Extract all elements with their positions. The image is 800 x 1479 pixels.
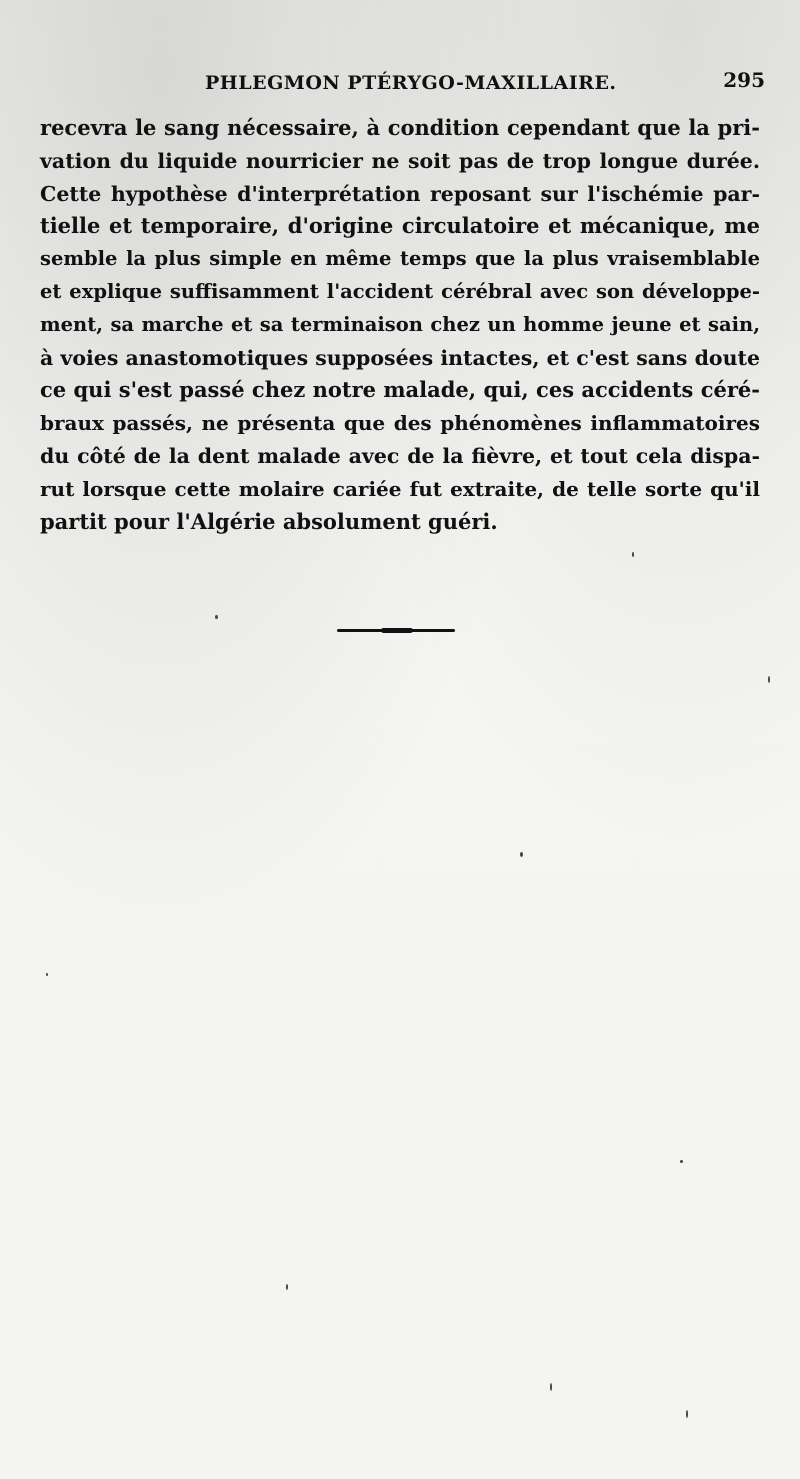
text-line: ment, sa marche et sa terminaison chez un homme jeune et sain, [40,312,760,336]
text-line: vation du liquide nourricier ne soit pas de trop longue durée. [40,148,760,173]
running-head [40,68,765,98]
text-line: à voies anastomotiques supposées intactes, et c'est sans doute [40,345,761,370]
text-line: recevra le sang nécessaire, à condition cependant que la pri- [40,115,760,140]
paper-speck [686,1410,688,1418]
paper-speck [286,1284,288,1290]
text-line: Cette hypothèse d'interprétation reposant sur l'ischémie par- [40,181,760,206]
text-line: et explique suffisamment l'accident cérébral avec son développe- [40,279,760,303]
text-line-last: partit pour l'Algérie absolument guéri. [40,508,498,534]
paper-speck [215,615,218,619]
text-line: du côté de la dent malade avec de la fièvre, et tout cela dispa- [40,443,760,468]
paper-speck [680,1160,683,1163]
text-line: semble la plus simple en même temps que la plus vraisemblable [40,247,760,271]
paper-speck [520,852,523,857]
text-line: rut lorsque cette molaire cariée fut extraite, de telle sorte qu'il [40,476,760,501]
paper-speck [768,676,770,683]
end-rule-ornament [337,629,455,632]
paper-speck [550,1383,552,1391]
page-number: 295 [723,68,765,92]
running-title: PHLEGMON PTÉRYGO-MAXILLAIRE. [205,72,617,94]
text-line: braux passés, ne présenta que des phénomènes inflammatoires [40,411,760,436]
text-line: ce qui s'est passé chez notre malade, qui, ces accidents céré- [40,377,760,403]
paper-speck [46,973,48,976]
body-paragraph [40,112,760,538]
text-line: tielle et temporaire, d'origine circulatoire et mécanique, me [40,213,760,239]
paper-speck [632,552,634,557]
